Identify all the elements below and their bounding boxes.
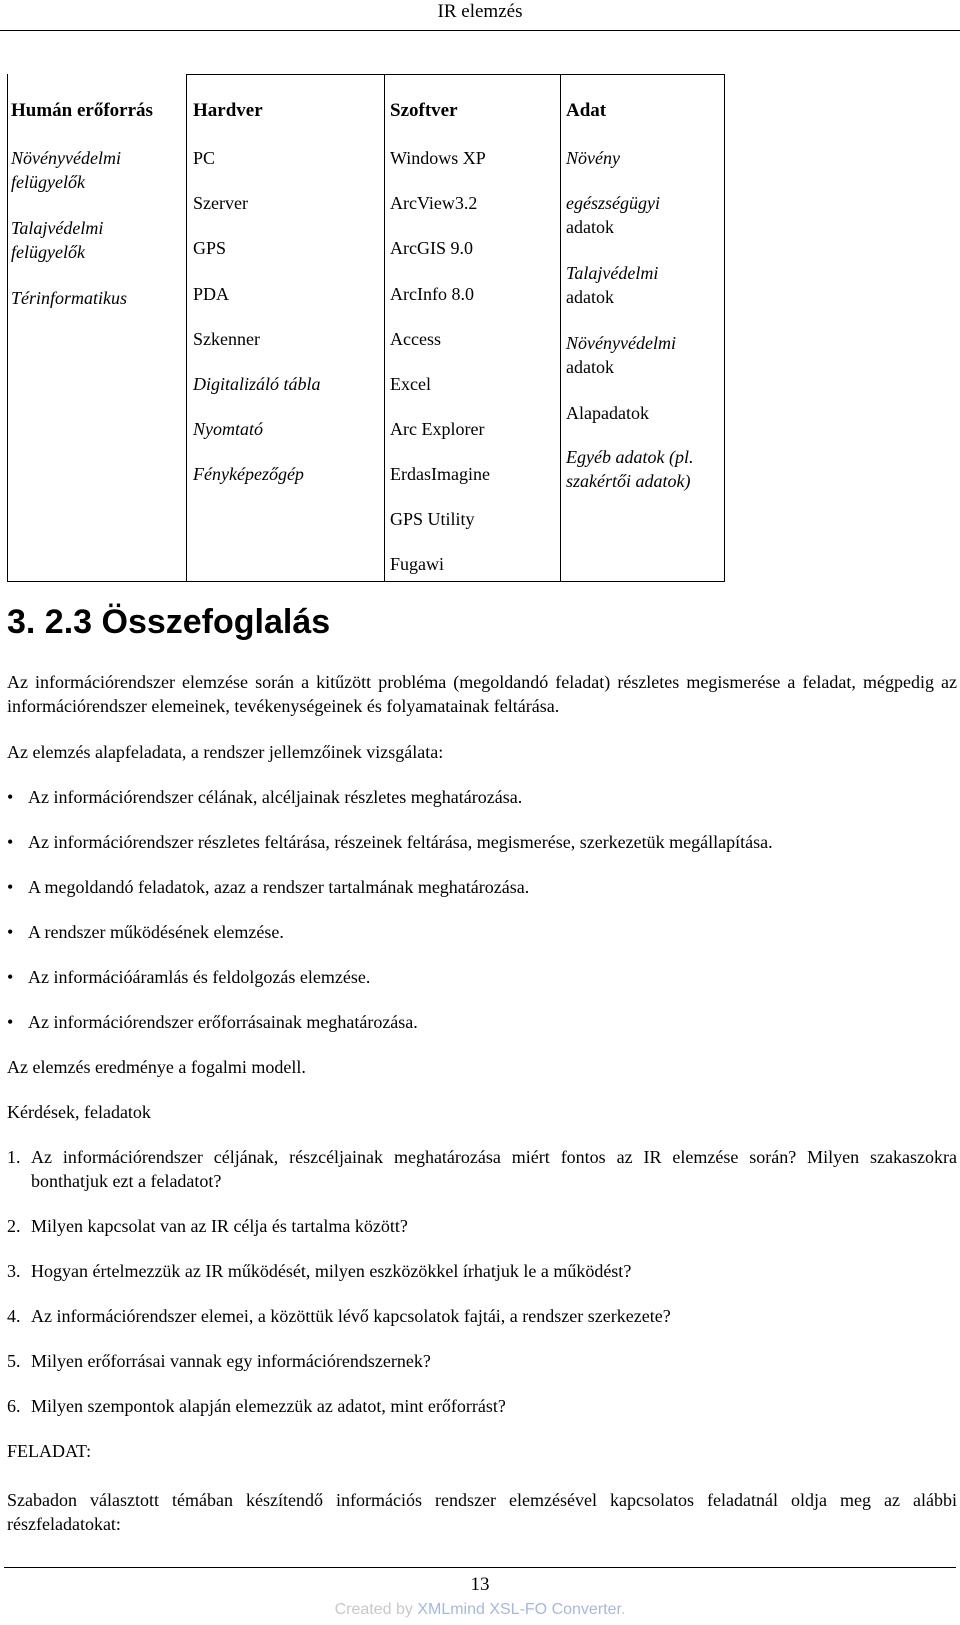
result-paragraph: Az elemzés eredménye a fogalmi modell. bbox=[7, 1057, 306, 1077]
task-paragraph: Szabadon választott témában készítendő információs rendszer elemzésével kapcsolatos feladatnál oldja meg az alábbi részfeladatokat: bbox=[7, 1490, 957, 1534]
header-hardware: Hardver bbox=[193, 100, 263, 121]
software-item: ArcInfo 8.0 bbox=[390, 284, 474, 304]
software-item: Access bbox=[390, 329, 441, 349]
header-human: Humán erőforrás bbox=[11, 100, 153, 121]
data-item: adatok bbox=[566, 217, 614, 237]
bullet-symbol: • bbox=[7, 832, 14, 852]
section-title: 3. 2.3 Összefoglalás bbox=[7, 603, 331, 641]
data-item: Alapadatok bbox=[566, 403, 649, 423]
bullet-text: A megoldandó feladatok, azaz a rendszer tartalmának meghatározása. bbox=[28, 877, 530, 897]
hardware-item: Digitalizáló tábla bbox=[193, 374, 321, 394]
data-item: adatok bbox=[566, 287, 614, 307]
hardware-item: Fényképezőgép bbox=[193, 464, 304, 484]
data-item: Növényvédelmi bbox=[566, 333, 676, 353]
question-number: 6. bbox=[7, 1396, 21, 1416]
human-item: felügyelők bbox=[11, 172, 85, 192]
question-text: Milyen erőforrásai vannak egy információrendszernek? bbox=[31, 1351, 431, 1371]
page-number: 13 bbox=[470, 1574, 490, 1595]
hardware-item: GPS bbox=[193, 238, 227, 258]
question-text: Milyen szempontok alapján elemezzük az adatot, mint erőforrást? bbox=[31, 1396, 506, 1416]
question-number: 4. bbox=[7, 1306, 21, 1326]
data-item: szakértői adatok) bbox=[566, 471, 691, 491]
table-border-right bbox=[724, 74, 725, 582]
table-top-border bbox=[186, 74, 725, 75]
data-item: egészségügyi bbox=[566, 193, 660, 213]
human-item: Talajvédelmi bbox=[11, 218, 104, 238]
software-item: ArcView3.2 bbox=[390, 193, 478, 213]
question-number: 1. bbox=[7, 1147, 21, 1167]
question-number: 2. bbox=[7, 1216, 21, 1236]
human-item: Térinformatikus bbox=[11, 288, 128, 308]
task-heading: FELADAT: bbox=[7, 1441, 92, 1461]
watermark bbox=[0, 1600, 960, 1620]
software-item: Windows XP bbox=[390, 148, 486, 168]
table-divider-3 bbox=[560, 74, 561, 582]
question-number: 5. bbox=[7, 1351, 21, 1371]
bullet-symbol: • bbox=[7, 787, 14, 807]
intro-paragraph: Az információrendszer elemzése során a kitűzött probléma (megoldandó feladat) részletes megismerése a feladat, mégpedig az információrendszer elemeinek, tevékenységeinek és folyamatainak feltárása. bbox=[7, 672, 957, 716]
data-item: Talajvédelmi bbox=[566, 263, 659, 283]
hardware-item: Nyomtató bbox=[193, 419, 263, 439]
bullet-text: A rendszer működésének elemzése. bbox=[28, 922, 284, 942]
bullet-symbol: • bbox=[7, 877, 14, 897]
question-text: Az információrendszer elemei, a közöttük lévő kapcsolatok fajtái, a rendszer szerkezete? bbox=[31, 1306, 671, 1326]
software-item: Arc Explorer bbox=[390, 419, 485, 439]
resources-table bbox=[7, 74, 725, 582]
table-bottom-border bbox=[7, 581, 725, 582]
hardware-item: Szkenner bbox=[193, 329, 260, 349]
software-item: ArcGIS 9.0 bbox=[390, 238, 473, 258]
bullet-text: Az információáramlás és feldolgozás elemzése. bbox=[28, 967, 371, 987]
bullet-symbol: • bbox=[7, 1012, 14, 1032]
question-number: 3. bbox=[7, 1261, 21, 1281]
header-software: Szoftver bbox=[390, 100, 458, 121]
watermark-suffix: . bbox=[620, 1601, 626, 1618]
hardware-item: PDA bbox=[193, 284, 230, 304]
page-header bbox=[0, 0, 960, 31]
watermark-brand: XMLmind XSL-FO Converter bbox=[417, 1601, 621, 1618]
data-item: adatok bbox=[566, 357, 614, 377]
data-item: Növény bbox=[566, 148, 620, 168]
footer-divider bbox=[4, 1567, 956, 1568]
bullet-symbol: • bbox=[7, 967, 14, 987]
data-item: Egyéb adatok (pl. bbox=[566, 447, 694, 467]
human-item: Növényvédelmi bbox=[11, 148, 121, 168]
bullet-symbol: • bbox=[7, 922, 14, 942]
human-item: felügyelők bbox=[11, 242, 85, 262]
question-text: Hogyan értelmezzük az IR működését, milyen eszközökkel írhatjuk le a működést? bbox=[31, 1261, 632, 1281]
watermark-prefix: Created by bbox=[334, 1601, 418, 1618]
header-data: Adat bbox=[566, 100, 607, 121]
lead-paragraph: Az elemzés alapfeladata, a rendszer jellemzőinek vizsgálata: bbox=[7, 742, 444, 762]
question-text: Az információrendszer céljának, részcéljainak meghatározása miért fontos az IR elemzése során? Milyen szakaszokra bonthatjuk ezt a feladatot? bbox=[31, 1147, 957, 1191]
questions-heading: Kérdések, feladatok bbox=[7, 1102, 151, 1122]
software-item: Fugawi bbox=[390, 554, 444, 574]
question-text: Milyen kapcsolat van az IR célja és tartalma között? bbox=[31, 1216, 408, 1236]
table-divider-1 bbox=[186, 74, 187, 582]
bullet-text: Az információrendszer erőforrásainak meghatározása. bbox=[28, 1012, 418, 1032]
software-item: ErdasImagine bbox=[390, 464, 490, 484]
hardware-item: PC bbox=[193, 148, 216, 168]
table-border-left bbox=[7, 74, 8, 582]
software-item: Excel bbox=[390, 374, 431, 394]
table-divider-2 bbox=[384, 74, 385, 582]
bullet-text: Az információrendszer célának, alcéljainak részletes meghatározása. bbox=[28, 787, 523, 807]
header-title: IR elemzés bbox=[437, 1, 523, 22]
software-item: GPS Utility bbox=[390, 509, 475, 529]
hardware-item: Szerver bbox=[193, 193, 248, 213]
bullet-text: Az információrendszer részletes feltárása, részeinek feltárása, megismerése, szerkezetük megállapítása. bbox=[28, 832, 773, 852]
